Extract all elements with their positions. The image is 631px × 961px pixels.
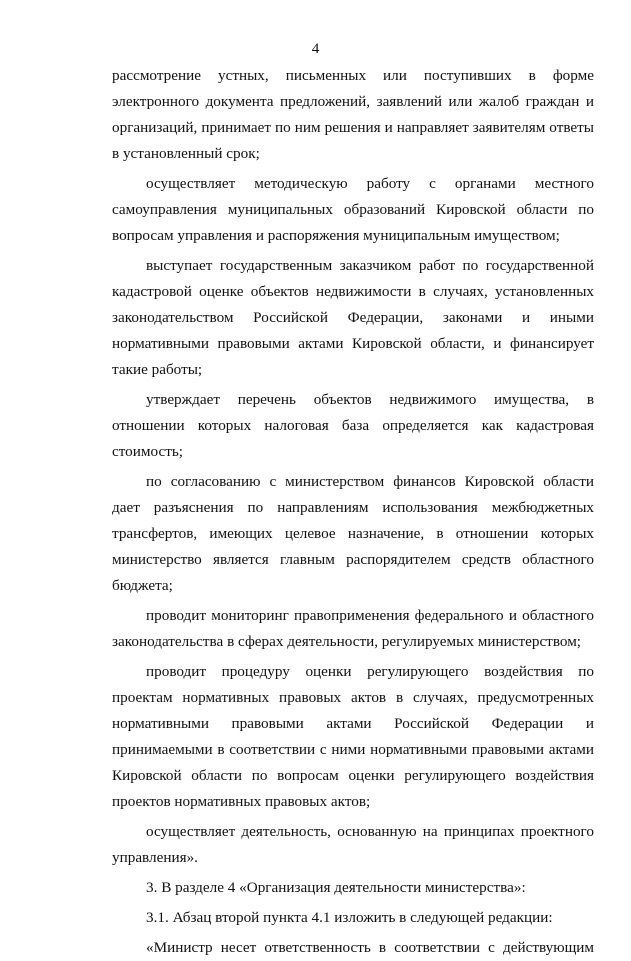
paragraph: по согласованию с министерством финансов Кировской области дает разъяснения по направлениям использования межбюджетных трансфертов, имеющих целевое назначение, в отношении которых министерство является главным распорядителем средств областного бюджета; [112,473,594,594]
paragraph: осуществляет методическую работу с органами местного самоуправления муниципальных образований Кировской области по вопросам управления и распоряжения муниципальным имуществом; [112,175,594,244]
paragraph: 3.1. Абзац второй пункта 4.1 изложить в следующей редакции: [146,909,553,926]
document-body [112,63,594,961]
paragraph: 3. В разделе 4 «Организация деятельности министерства»: [146,879,526,896]
paragraph: «Министр несет ответственность в соответствии с действующим [146,939,594,956]
paragraph: проводит мониторинг правоприменения федерального и областного законодательства в сферах деятельности, регулируемых министерством; [112,607,594,650]
paragraph: проводит процедуру оценки регулирующего воздействия по проектам нормативных правовых актов в случаях, предусмотренных нормативными правовыми актами Российской Федерации и принимаемыми в соответствии с ними нормативными правовыми актами Кировской области по вопросам оценки регулирующего воздействия проектов нормативных правовых актов; [112,663,594,810]
paragraph: осуществляет деятельность, основанную на принципах проектного управления». [112,823,594,866]
page-number: 4 [311,40,320,57]
paragraph: рассмотрение устных, письменных или поступивших в форме электронного документа предложений, заявлений или жалоб граждан и организаций, принимает по ним решения и направляет заявителям ответы в установленный срок; [112,67,594,162]
paragraph: выступает государственным заказчиком работ по государственной кадастровой оценке объектов недвижимости в случаях, установленных законодательством Российской Федерации, законами и иными нормативными правовыми актами Кировской области, и финансирует такие работы; [112,257,594,378]
paragraph: утверждает перечень объектов недвижимого имущества, в отношении которых налоговая база определяется как кадастровая стоимость; [112,391,594,460]
